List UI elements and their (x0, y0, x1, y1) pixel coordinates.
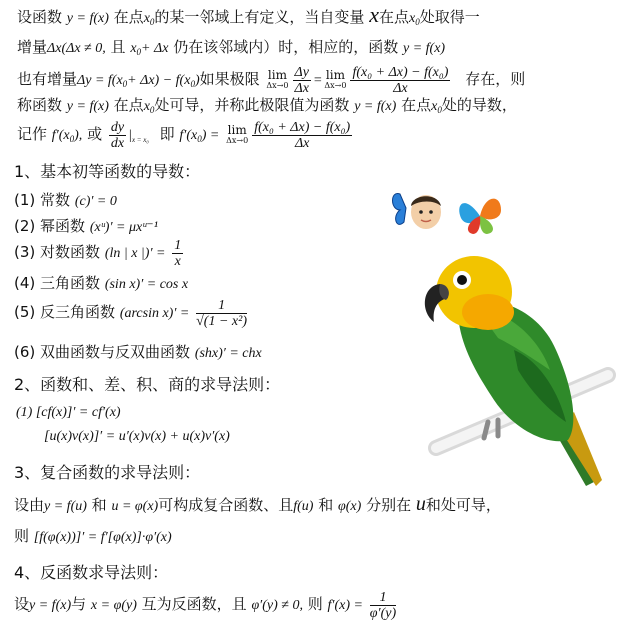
formula: φ′(y) ≠ 0, (251, 598, 303, 613)
numerator: Δy (294, 64, 309, 80)
formula: Δx(Δx ≠ 0, (47, 41, 106, 56)
parrot-image (418, 250, 618, 490)
rule-label: (1) 常数 (14, 191, 71, 209)
text: 处取得一 (419, 8, 480, 26)
rule-formula: (c)′ = 0 (74, 194, 117, 209)
text: 也有增量 (17, 70, 78, 88)
formula: x (408, 11, 416, 26)
numerator: f(x₀ + Δx) − f(x₀) (352, 64, 449, 80)
rule-formula: (xᵘ)′ = μxᵘ⁻¹ (89, 220, 158, 235)
formula: x (130, 41, 137, 56)
text: 可构成复合函数、且 (158, 496, 294, 514)
numerator: 1 (370, 590, 396, 606)
subscript: 0 (149, 105, 155, 115)
subscript: x = x₀ (131, 136, 149, 144)
formula: y = f(x) (66, 11, 109, 26)
definition-line-2 (17, 38, 445, 61)
definition-line-1 (17, 2, 480, 31)
equals: = (312, 73, 323, 88)
rule-constant (14, 191, 117, 211)
formula: y = f(x) (66, 99, 109, 114)
lim-word: lim (267, 68, 287, 82)
formula: y = f(x) (354, 99, 397, 114)
rule-label: (5) 反三角函数 (14, 303, 116, 321)
text: 则 (14, 527, 30, 545)
text: 增量 (17, 38, 48, 56)
denominator: √(1 − x²) (196, 313, 247, 329)
variable-x: x (369, 2, 379, 27)
formula: y = f(x) (403, 41, 446, 56)
fraction (370, 590, 396, 621)
numerator: dy (110, 119, 125, 135)
fraction (252, 120, 352, 151)
formula: φ(x) (338, 499, 362, 514)
definition-line-5: 记作 $f'(x_0)$, 或 $\frac{dy}{dx}$ $|_{x = x_0}$ 即 $f'(x_0) = \lim$ Δx→0 $\frac{\text{f(x₀ + Δx) − f(x₀)}}{\Delta x}$ (17, 119, 351, 151)
fraction (109, 120, 126, 151)
text: 即 (159, 125, 175, 143)
formula: x (431, 99, 438, 114)
formula: y = f(x) (29, 598, 72, 613)
rule-hyperbolic (14, 343, 262, 363)
denominator: Δx (294, 135, 310, 151)
section-1-title: 1、基本初等函数的导数： (14, 162, 201, 181)
inverse-rule (14, 584, 398, 624)
text: 分别在 (366, 496, 412, 514)
subscript: 0 (415, 17, 420, 27)
limit (266, 70, 288, 90)
rule-constant-multiple: (1) [cf(x)]′ = cf′(x) (16, 405, 121, 420)
denominator: φ′(y) (369, 605, 397, 621)
rule-formula: (arcsin x)′ = (119, 306, 190, 321)
section-2-title: 2、函数和、差、积、商的求导法则： (14, 375, 281, 394)
text: 则 (307, 595, 323, 613)
denominator: Δx (393, 80, 408, 96)
text: 在点 (113, 96, 144, 114)
lim-sub: Δx→0 (266, 81, 289, 90)
text: 记作 (17, 125, 48, 143)
subscript: 0 (136, 47, 142, 57)
definition-line-4 (17, 96, 517, 119)
text: 在点 (378, 8, 409, 26)
text: 和 (318, 496, 334, 514)
text: 互为反函数，且 (141, 595, 247, 613)
variable-u: u (415, 493, 426, 515)
rule-trig (14, 274, 188, 294)
formula: ) = (201, 128, 220, 143)
formula: x (143, 11, 150, 26)
rule-label: (2) 幂函数 (14, 217, 86, 235)
text: 称函数 (17, 96, 63, 114)
formula: + Δx (141, 41, 169, 56)
subscript: 0 (190, 79, 195, 89)
subscript: 0 (437, 105, 442, 115)
rule-product: [u(x)v(x)]′ = u′(x)v(x) + u(x)v′(x) (44, 429, 230, 444)
text: 和 (91, 496, 107, 514)
chain-rule-formula (14, 527, 172, 547)
formula: f′(x) = (327, 598, 363, 613)
formula: Δy = f(x (77, 73, 123, 88)
definition-line-3 (17, 62, 525, 96)
rule-label: (3) 对数函数 (14, 243, 101, 261)
numerator: 1 (196, 298, 247, 314)
rule-formula: (shx)′ = chx (194, 346, 262, 361)
limit (226, 125, 248, 145)
formula: f(u) (293, 499, 314, 514)
text: 存在，则 (465, 70, 526, 88)
subscript: 0 (122, 79, 128, 89)
lim-sub: Δx→0 (324, 81, 347, 90)
formula: u = φ(x) (111, 499, 159, 514)
rule-label: (6) 双曲函数与反双曲函数 (14, 343, 191, 361)
rule-log (14, 234, 185, 270)
section-3-title: 3、复合函数的求导法则： (14, 463, 201, 482)
denominator: x (174, 253, 181, 269)
butterfly-baby-icon (390, 188, 446, 240)
section-4-title: 4、反函数求导法则： (14, 563, 169, 582)
rule-label: (4) 三角函数 (14, 274, 101, 292)
fraction (350, 65, 450, 96)
text: 和处可导， (425, 496, 501, 514)
numerator: f(x₀ + Δx) − f(x₀) (254, 119, 351, 135)
formula: x = φ(y) (90, 598, 137, 613)
msn-butterfly-logo-icon (455, 192, 505, 236)
subscript: 0 (149, 17, 155, 27)
numerator: 1 (174, 237, 182, 253)
text: 处的导数， (441, 96, 517, 114)
text: 处可导，并称此极限值为函数 (154, 96, 350, 114)
formula: f′(x (179, 128, 198, 143)
fraction (293, 65, 311, 96)
lim-word: lim (227, 123, 247, 137)
fraction (172, 238, 183, 269)
formula: f′(x (51, 128, 70, 143)
text: 设函数 (17, 8, 63, 26)
text: 设由 (14, 496, 45, 514)
text: 如果极限 (199, 70, 260, 88)
text: 与 (71, 595, 87, 613)
formula: x (143, 99, 150, 114)
rule-formula: (sin x)′ = cos x (104, 277, 189, 292)
text: 的某一邻域上有定义，当自变量 (154, 8, 365, 26)
limit (324, 70, 346, 90)
text: 仍在该邻域内）时，相应的，函数 (173, 38, 399, 56)
subscript: 0 (69, 134, 75, 144)
text: 在点 (401, 96, 432, 114)
rule-arcsin (14, 292, 249, 332)
text: 设 (14, 595, 30, 613)
fraction (196, 298, 247, 329)
formula: y = f(u) (44, 499, 87, 514)
denominator: Δx (294, 80, 309, 96)
formula: + Δx) − f(x (127, 73, 191, 88)
formula: ), (74, 128, 83, 143)
text: 或 (87, 125, 103, 143)
formula: ) (194, 73, 200, 88)
subscript: 0 (197, 134, 202, 144)
lim-word: lim (325, 68, 345, 82)
formula: [f(φ(x))]′ = f′[φ(x)]·φ′(x) (33, 530, 172, 545)
rule-formula: (ln | x |)′ = (104, 246, 166, 261)
denominator: dx (110, 135, 125, 151)
lim-sub: Δx→0 (226, 136, 249, 145)
chain-rule-condition (14, 495, 501, 516)
text: 在点 (113, 8, 144, 26)
text: 且 (110, 38, 126, 56)
